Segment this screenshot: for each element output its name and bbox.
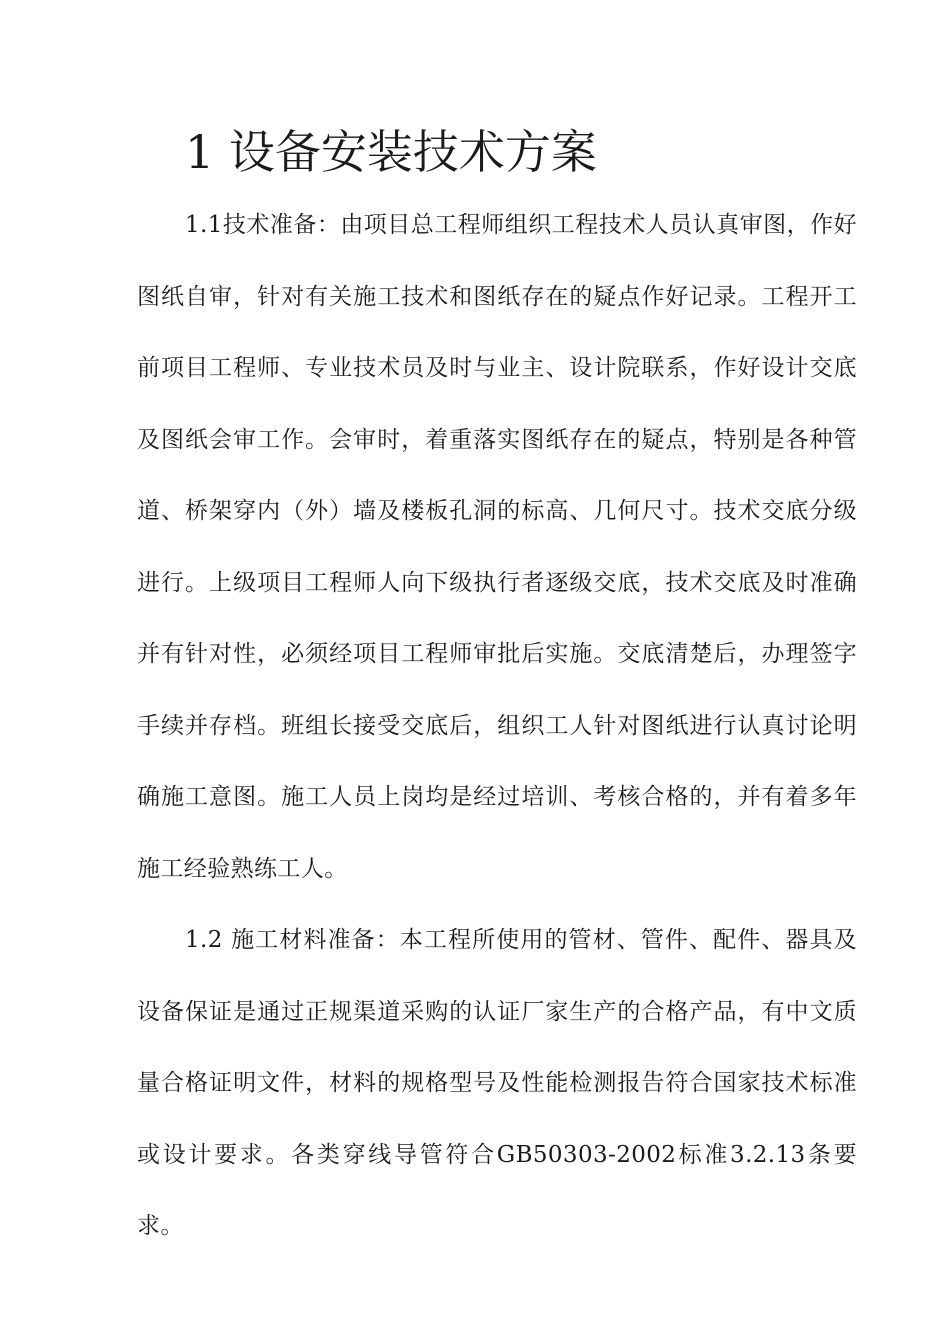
paragraph-technical-preparation: 1.1技术准备：由项目总工程师组织工程技术人员认真审图，作好图纸自审，针对有关施工技术和图纸存在的疑点作好记录。工程开工前项目工程师、专业技术员及时与业主、设计院联系，作好设计交底及图纸会审工作。会审时，着重落实图纸存在的疑点，特别是各种管道、桥架穿内（外）墙及楼板孔洞的标高、几何尺寸。技术交底分级进行。上级项目工程师人向下级执行者逐级交底，技术交底及时准确并有针对性，必须经项目工程师审批后实施。交底清楚后，办理签字手续并存档。班组长接受交底后，组织工人针对图纸进行认真讨论明确施工意图。施工人员上岗均是经过培训、考核合格的，并有着多年施工经验熟练工人。: [137, 212, 857, 882]
paragraph-material-preparation: 1.2 施工材料准备：本工程所使用的管材、管件、配件、器具及设备保证是通过正规渠道采购的认证厂家生产的合格产品，有中文质量合格证明文件，材料的规格型号及性能检测报告符合国家技术标准或设计要求。各类穿线导管符合GB50303-2002标准3.2.13条要求。: [137, 927, 857, 1239]
document-body: [137, 125, 857, 1263]
section-heading: 1 设备安装技术方案: [185, 125, 597, 179]
